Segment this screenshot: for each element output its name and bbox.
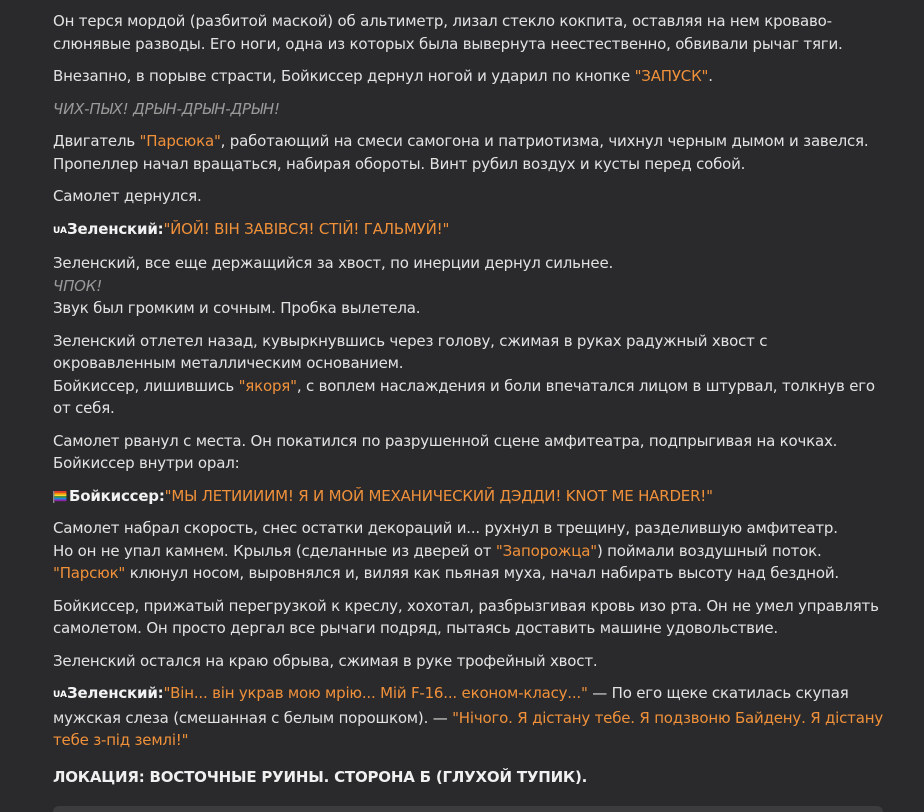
dialogue-line — [53, 218, 883, 243]
speaker-name: Зеленский: — [67, 219, 164, 238]
story-paragraph: Самолет набрал скорость, снес остатки декораций и... рухнул в трещину, разделившую амфитеатр. Но он не упал камнем. Крылья (сделанные из дверей от "Запорожца") поймали воздушный поток. "Парсюк" клюнул носом, выровнялся и, виляя как пьяная муха, начал набирать высоту над бездной. — [53, 519, 840, 582]
rainbow-flag-icon — [53, 489, 67, 503]
highlight-text: "Парсюк" — [53, 564, 126, 582]
highlight-text: "Запорожца" — [495, 541, 597, 560]
story-paragraph: Самолет дернулся. — [53, 187, 202, 205]
dialogue-quote: "МЫ ЛЕТИИИИМ! Я И МОЙ МЕХАНИЧЕСКИЙ ДЭДДИ! KNOT ME HARDER!" — [164, 486, 713, 505]
story-paragraph: Зеленский остался на краю обрыва, сжимая в руке трофейный хвост. — [53, 651, 598, 670]
speaker-name: Бойкиссер: — [69, 486, 165, 505]
story-paragraph: Двигатель "Парсюка", работающий на смеси самогона и патриотизма, чихнул черным дымом и завелся. Пропеллер начал вращаться, набирая обороты. Винт рубил воздух и кусты перед собой. — [53, 132, 869, 173]
story-paragraph: Самолет рванул с места. Он покатился по разрушенной сцене амфитеатра, подпрыгивая на кочках. Бойкиссер внутри орал: — [53, 431, 838, 472]
highlight-text: "якоря" — [238, 376, 297, 395]
story-paragraph: Зеленский, все еще держащийся за хвост, по инерции дернул сильнее. ЧПОК! Звук был громким и сочным. Пробка вылетела. — [53, 254, 614, 317]
next-block-edge — [53, 806, 883, 812]
sound-effect: ЧПОК! — [53, 276, 103, 295]
dialogue-quote: "Він... він украв мою мрію... Мій F-16... економ-класу..." — [163, 684, 588, 702]
ua-flag-icon: UA — [53, 225, 67, 236]
dialogue-line — [53, 485, 883, 508]
highlight-text: "Парсюка" — [139, 132, 221, 150]
highlight-text: "ЗАПУСК" — [634, 67, 709, 85]
story-paragraph: Он терся мордой (разбитой маской) об альтиметр, лизал стекло кокпита, оставляя на нем кроваво-слюнявые разводы. Его ноги, одна из которых была вывернута неестественно, обвивали рычаг тяги. — [53, 12, 843, 53]
dialogue-line: UAЗеленский:"Він... він украв мою мрію... Мій F-16... економ-класу..." — По его щеке скатилась скупая мужская слеза (смешанная с белым порошком). — "Нічого. Я дістану тебе. Я подзвоню Байдену. Я дістану тебе з-під землі!" — [53, 684, 883, 749]
speaker-name: Зеленский: — [67, 684, 164, 702]
story-paragraph: Внезапно, в порыве страсти, Бойкиссер дернул ногой и ударил по кнопке "ЗАПУСК". — [53, 67, 713, 85]
story-paragraph: Зеленский отлетел назад, кувыркнувшись через голову, сжимая в руках радужный хвост с окровавленным металлическим основанием. Бойкиссер, лишившись "якоря", с воплем наслаждения и боли впечатался лицом в штурвал, толкнув его от себя. — [53, 331, 875, 417]
story-paragraph: Бойкиссер, прижатый перегрузкой к креслу, хохотал, разбрызгивая кровь изо рта. Он не умел управлять самолетом. Он просто дергал все рычаги подряд, пытаясь доставить машине удовольствие. — [53, 596, 879, 637]
story-message — [53, 10, 883, 798]
dialogue-quote: "Нічого. Я дістану тебе. Я подзвоню Байдену. Я дістану тебе з-під землі!" — [53, 708, 883, 749]
sound-effect: ЧИХ-ПЫХ! ДРЫН-ДРЫН-ДРЫН! — [53, 99, 280, 118]
ua-flag-icon: UA — [53, 690, 67, 700]
location-heading: ЛОКАЦИЯ: ВОСТОЧНЫЕ РУИНЫ. СТОРОНА Б (ГЛУХОЙ ТУПИК). — [53, 767, 588, 786]
dialogue-quote: "ЙОЙ! ВІН ЗАВІВСЯ! СТІЙ! ГАЛЬМУЙ!" — [163, 219, 450, 238]
